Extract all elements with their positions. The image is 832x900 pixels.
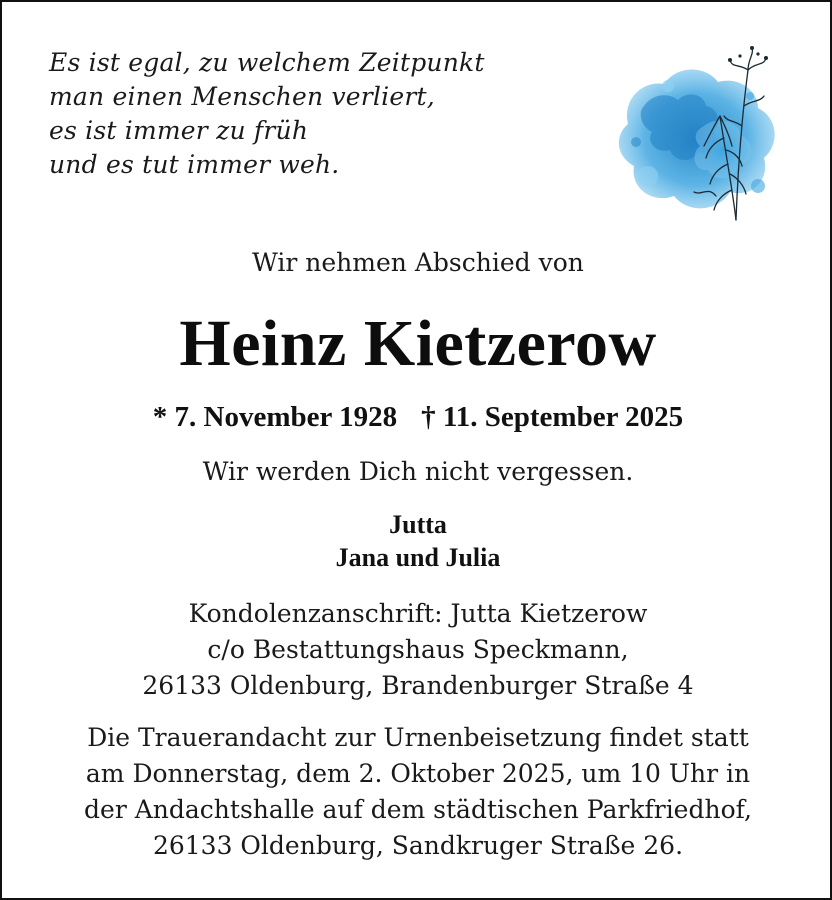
address-line: Kondolenzanschrift: Jutta Kietzerow bbox=[188, 599, 648, 628]
life-dates bbox=[2, 399, 832, 435]
family-signature bbox=[2, 508, 832, 574]
address-line: 26133 Oldenburg, Brandenburger Straße 4 bbox=[142, 671, 694, 700]
poem-line: und es tut immer weh. bbox=[49, 150, 340, 179]
family-line: Jutta bbox=[389, 510, 447, 539]
ceremony-line: 26133 Oldenburg, Sandkruger Straße 26. bbox=[152, 831, 684, 860]
remember-text: Wir werden Dich nicht vergessen. bbox=[202, 457, 634, 486]
poem-line: Es ist egal, zu welchem Zeitpunkt bbox=[49, 48, 485, 77]
deceased-name: Heinz Kietzerow bbox=[179, 307, 657, 380]
watercolor-flower-icon bbox=[608, 46, 788, 226]
poem-quote bbox=[49, 46, 485, 182]
poem-line: es ist immer zu früh bbox=[49, 116, 309, 145]
death-date: † 11. September 2025 bbox=[421, 401, 684, 433]
ceremony-line: Die Trauerandacht zur Urnenbeisetzung findet statt bbox=[87, 723, 749, 752]
ceremony-line: der Andachtshalle auf dem städtischen Parkfriedhof, bbox=[84, 795, 752, 824]
address-line: c/o Bestattungshaus Speckmann, bbox=[207, 635, 629, 664]
poem-line: man einen Menschen verliert, bbox=[49, 82, 435, 111]
ceremony-line: am Donnerstag, dem 2. Oktober 2025, um 10 Uhr in bbox=[85, 759, 751, 788]
intro-text: Wir nehmen Abschied von bbox=[252, 248, 584, 277]
family-line: Jana und Julia bbox=[335, 543, 501, 572]
birth-date: * 7. November 1928 bbox=[152, 401, 398, 433]
ceremony-info bbox=[2, 720, 832, 864]
condolence-address bbox=[2, 596, 832, 704]
